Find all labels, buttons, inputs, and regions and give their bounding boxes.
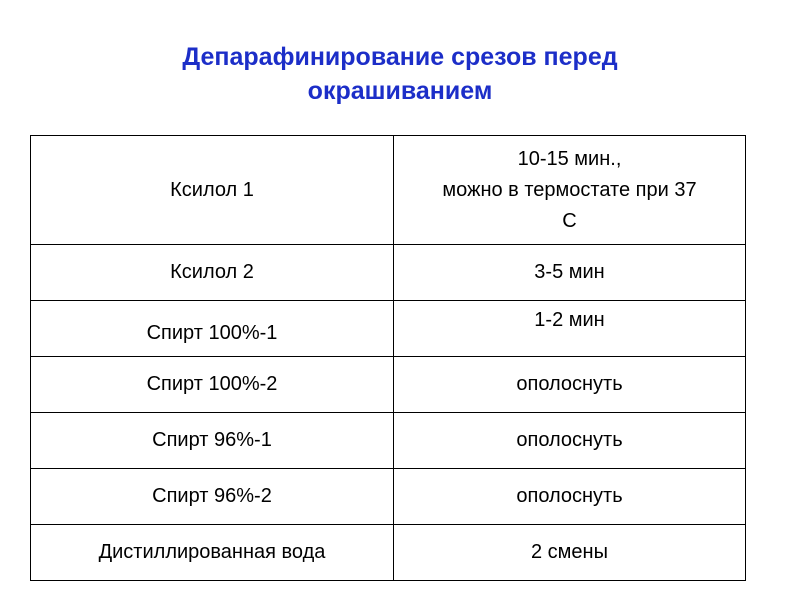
reagent-cell: Ксилол 2 xyxy=(31,245,394,301)
table-row xyxy=(31,413,746,469)
reagent-cell: Ксилол 1 xyxy=(31,136,394,245)
reagent-cell: Спирт 100%-1 xyxy=(31,301,394,357)
slide-title-line-2: окрашиванием xyxy=(307,77,493,105)
duration-line: 10-15 мин., xyxy=(517,147,622,170)
deparaffinization-table xyxy=(30,135,746,581)
duration-cell xyxy=(394,136,746,245)
slide-title-line-1: Депарафинирование срезов перед xyxy=(182,43,618,71)
table-row xyxy=(31,469,746,525)
table-row xyxy=(31,245,746,301)
duration-cell: 1-2 мин xyxy=(394,301,746,357)
duration-line: можно в термостате при 37 xyxy=(442,178,697,201)
table-row xyxy=(31,357,746,413)
table-row xyxy=(31,301,746,357)
reagent-cell: Спирт 100%-2 xyxy=(31,357,394,413)
slide-title xyxy=(0,40,800,108)
reagent-cell: Спирт 96%-1 xyxy=(31,413,394,469)
table-row xyxy=(31,525,746,581)
duration-line: С xyxy=(562,209,577,232)
duration-cell: ополоснуть xyxy=(394,413,746,469)
duration-cell: 2 смены xyxy=(394,525,746,581)
duration-cell: ополоснуть xyxy=(394,357,746,413)
reagent-cell: Дистиллированная вода xyxy=(31,525,394,581)
duration-cell: 3-5 мин xyxy=(394,245,746,301)
duration-cell: ополоснуть xyxy=(394,469,746,525)
reagent-cell: Спирт 96%-2 xyxy=(31,469,394,525)
table-row xyxy=(31,136,746,245)
